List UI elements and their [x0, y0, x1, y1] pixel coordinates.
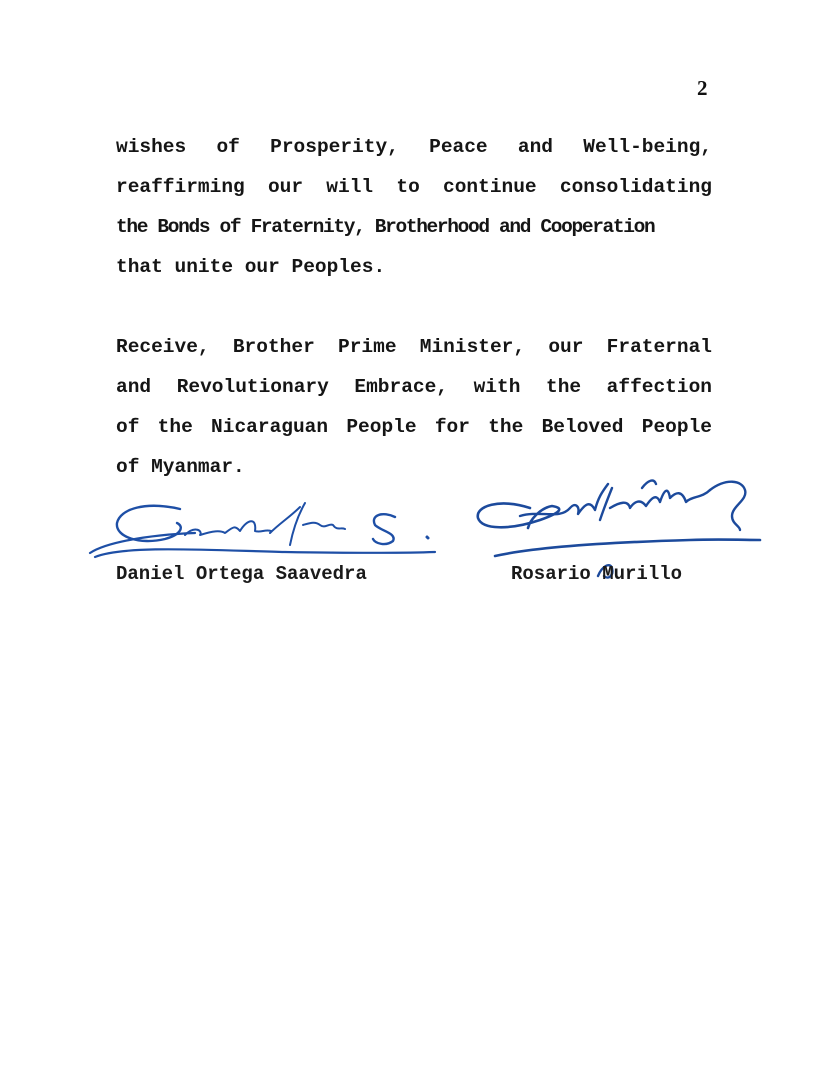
page-number: 2: [697, 76, 708, 100]
signatory-name: Rosario Murillo: [511, 563, 683, 585]
text-line: and Revolutionary Embrace, with the affection: [116, 376, 712, 398]
text-line: the Bonds of Fraternity, Brotherhood and Cooperation: [116, 216, 655, 238]
signature-daniel-ortega: [85, 495, 445, 565]
text-line: that unite our Peoples.: [116, 256, 386, 278]
text-line: of Myanmar.: [116, 456, 245, 478]
text-line: Receive, Brother Prime Minister, our Fraternal: [116, 336, 712, 358]
signatory-name: Daniel Ortega Saavedra: [116, 563, 367, 585]
text-line: of the Nicaraguan People for the Beloved People: [116, 416, 712, 438]
text-line: reaffirming our will to continue consolidating: [116, 176, 712, 198]
text-line: wishes of Prosperity, Peace and Well-being,: [116, 136, 712, 158]
